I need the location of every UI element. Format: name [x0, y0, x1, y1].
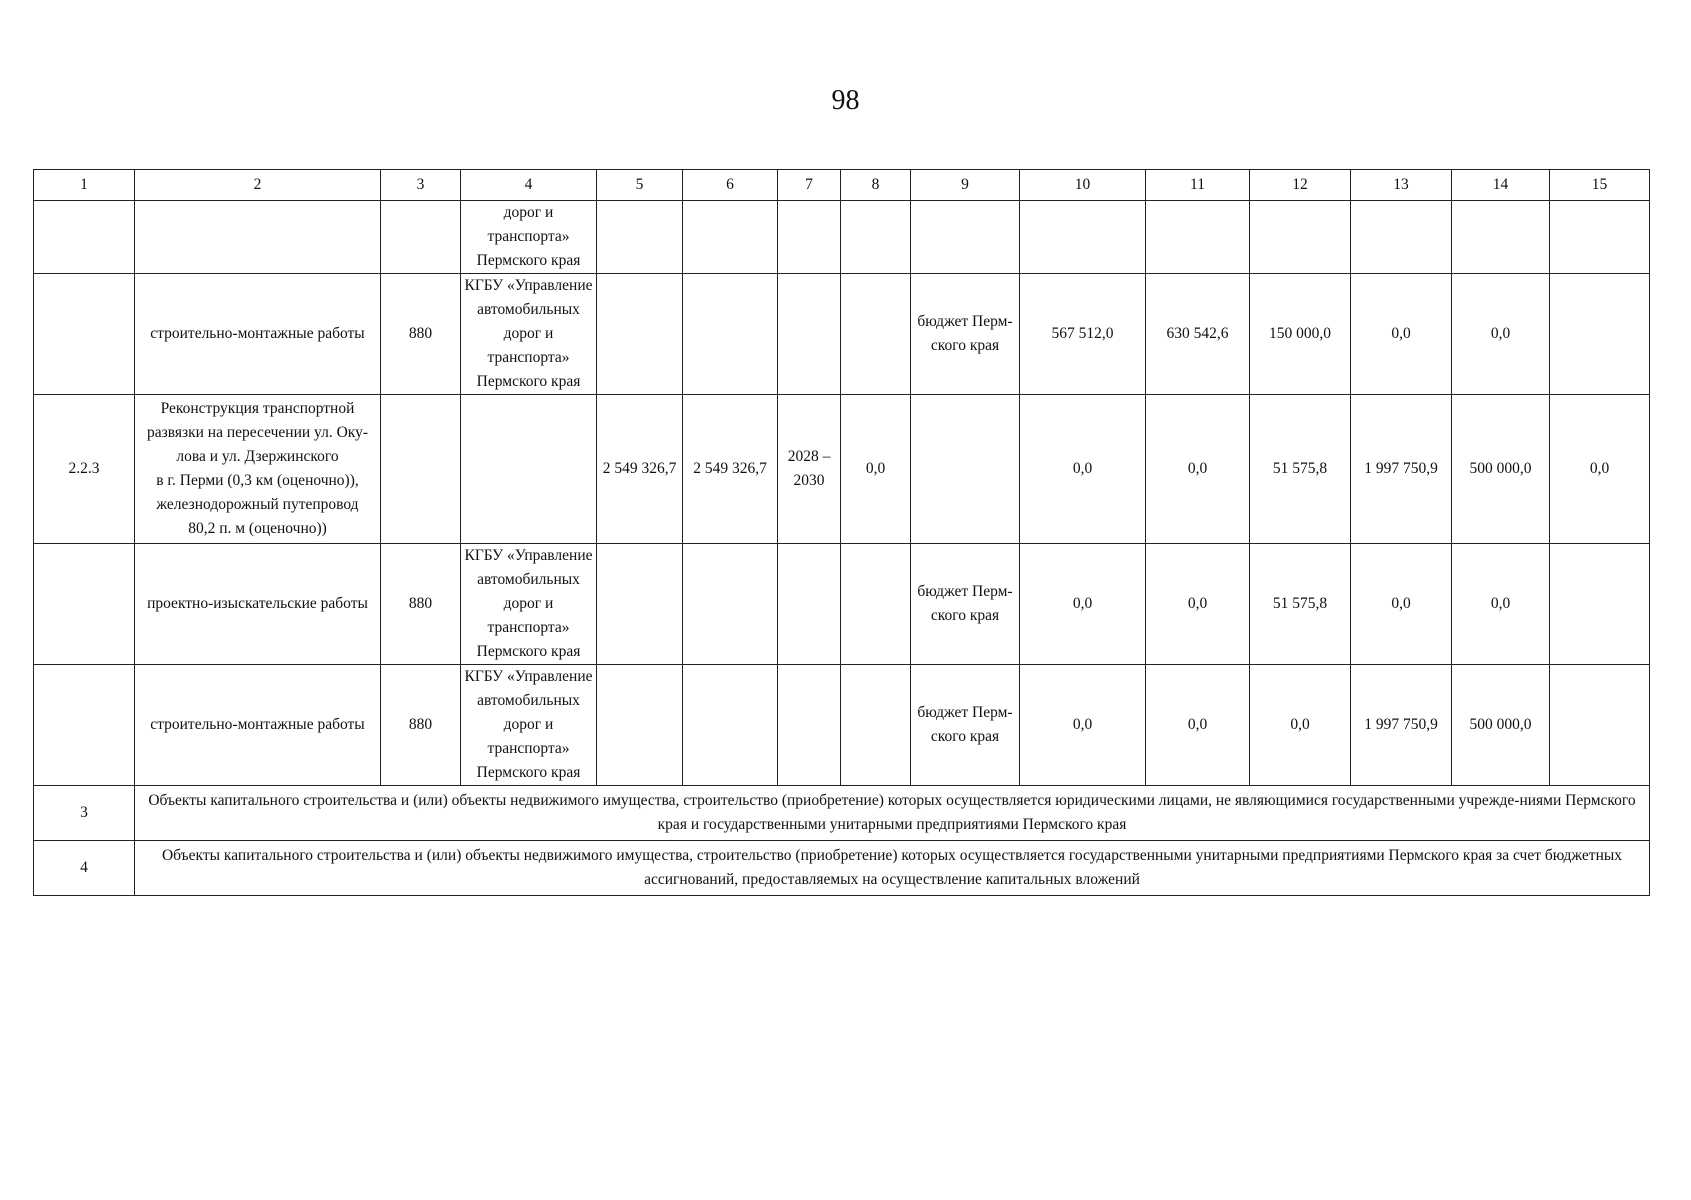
column-number: 9	[911, 170, 1020, 201]
value-cell: 51 575,8	[1250, 544, 1351, 665]
value-cell: 567 512,0	[1020, 274, 1146, 395]
value-cell	[841, 665, 911, 786]
column-number: 14	[1452, 170, 1550, 201]
item-number-cell	[34, 544, 135, 665]
value-cell: 0,0	[1146, 665, 1250, 786]
column-number: 15	[1550, 170, 1650, 201]
value-cell	[683, 274, 778, 395]
column-number: 3	[381, 170, 461, 201]
period-cell	[778, 544, 841, 665]
customer-cell: КГБУ «Управление автомобильных дорог и транспорта» Пермского края	[461, 665, 597, 786]
value-cell	[841, 201, 911, 274]
value-cell	[683, 544, 778, 665]
table-row	[34, 544, 1650, 665]
value-cell: 500 000,0	[1452, 395, 1550, 544]
column-number: 1	[34, 170, 135, 201]
value-cell: 0,0	[1351, 544, 1452, 665]
column-number: 2	[135, 170, 381, 201]
item-number-cell: 2.2.3	[34, 395, 135, 544]
value-cell	[841, 544, 911, 665]
value-cell	[1550, 544, 1650, 665]
object-name-cell: строительно-монтажные работы	[135, 665, 381, 786]
customer-cell: КГБУ «Управление автомобильных дорог и транспорта» Пермского края	[461, 544, 597, 665]
customer-cell: КГБУ «Управление автомобильных дорог и транспорта» Пермского края	[461, 274, 597, 395]
code-cell	[381, 395, 461, 544]
period-cell	[778, 665, 841, 786]
value-cell	[683, 201, 778, 274]
value-cell: 1 997 750,9	[1351, 395, 1452, 544]
object-name-cell: проектно-изыскательские работы	[135, 544, 381, 665]
value-cell	[1020, 201, 1146, 274]
column-number: 7	[778, 170, 841, 201]
column-number: 6	[683, 170, 778, 201]
value-cell	[1550, 274, 1650, 395]
column-number: 13	[1351, 170, 1452, 201]
column-number: 10	[1020, 170, 1146, 201]
column-number: 8	[841, 170, 911, 201]
funding-source-cell: бюджет Перм- ского края	[911, 544, 1020, 665]
funding-source-cell	[911, 201, 1020, 274]
value-cell	[597, 544, 683, 665]
code-cell	[381, 201, 461, 274]
customer-cell	[461, 395, 597, 544]
value-cell: 2 549 326,7	[597, 395, 683, 544]
page-number: 98	[831, 85, 860, 116]
table-row	[34, 395, 1650, 544]
funding-source-cell	[911, 395, 1020, 544]
value-cell: 630 542,6	[1146, 274, 1250, 395]
value-cell: 0,0	[1020, 665, 1146, 786]
column-number-row	[34, 170, 1650, 201]
value-cell: 2 549 326,7	[683, 395, 778, 544]
period-cell	[778, 201, 841, 274]
value-cell	[597, 201, 683, 274]
table-row	[34, 274, 1650, 395]
code-cell: 880	[381, 665, 461, 786]
section-number: 3	[34, 786, 135, 841]
value-cell: 0,0	[1550, 395, 1650, 544]
object-name-cell: строительно-монтажные работы	[135, 274, 381, 395]
funding-source-cell: бюджет Перм- ского края	[911, 274, 1020, 395]
value-cell: 0,0	[1146, 544, 1250, 665]
table-row	[34, 665, 1650, 786]
value-cell: 0,0	[1452, 274, 1550, 395]
section-row	[34, 786, 1650, 841]
customer-cell: дорог и транспорта» Пермского края	[461, 201, 597, 274]
value-cell: 1 997 750,9	[1351, 665, 1452, 786]
column-number: 4	[461, 170, 597, 201]
value-cell	[683, 665, 778, 786]
code-cell: 880	[381, 274, 461, 395]
value-cell: 51 575,8	[1250, 395, 1351, 544]
section-row	[34, 841, 1650, 896]
column-number: 12	[1250, 170, 1351, 201]
value-cell	[597, 274, 683, 395]
value-cell	[841, 274, 911, 395]
code-cell: 880	[381, 544, 461, 665]
value-cell: 0,0	[1020, 395, 1146, 544]
item-number-cell	[34, 201, 135, 274]
funding-source-cell: бюджет Перм- ского края	[911, 665, 1020, 786]
column-number: 11	[1146, 170, 1250, 201]
value-cell	[1452, 201, 1550, 274]
value-cell: 150 000,0	[1250, 274, 1351, 395]
section-title: Объекты капитального строительства и (или) объекты недвижимого имущества, строительство (приобретение) которых осуществляется юридическими лицами, не являющимися государственными учрежде-ниями Пермского края и государственными унитарными предприятиями Пермского края	[135, 786, 1650, 841]
value-cell	[1351, 201, 1452, 274]
value-cell: 0,0	[1146, 395, 1250, 544]
period-cell	[778, 274, 841, 395]
value-cell: 500 000,0	[1452, 665, 1550, 786]
item-number-cell	[34, 274, 135, 395]
value-cell	[1550, 201, 1650, 274]
investment-table	[33, 169, 1650, 896]
value-cell	[1250, 201, 1351, 274]
value-cell: 0,0	[1452, 544, 1550, 665]
section-number: 4	[34, 841, 135, 896]
table-row	[34, 201, 1650, 274]
value-cell	[1146, 201, 1250, 274]
object-name-cell	[135, 201, 381, 274]
value-cell: 0,0	[841, 395, 911, 544]
value-cell	[1550, 665, 1650, 786]
object-name-cell: Реконструкция транспортной развязки на пересечении ул. Оку- лова и ул. Дзержинского в г. Перми (0,3 км (оценочно)), железнодорожный путепровод 80,2 п. м (оценочно))	[135, 395, 381, 544]
value-cell: 0,0	[1020, 544, 1146, 665]
column-number: 5	[597, 170, 683, 201]
item-number-cell	[34, 665, 135, 786]
value-cell: 0,0	[1351, 274, 1452, 395]
section-title: Объекты капитального строительства и (или) объекты недвижимого имущества, строительство (приобретение) которых осуществляется государственными унитарными предприятиями Пермского края за счет бюджетных ассигнований, предоставляемых на осуществление капитальных вложений	[135, 841, 1650, 896]
value-cell: 0,0	[1250, 665, 1351, 786]
value-cell	[597, 665, 683, 786]
period-cell: 2028 – 2030	[778, 395, 841, 544]
